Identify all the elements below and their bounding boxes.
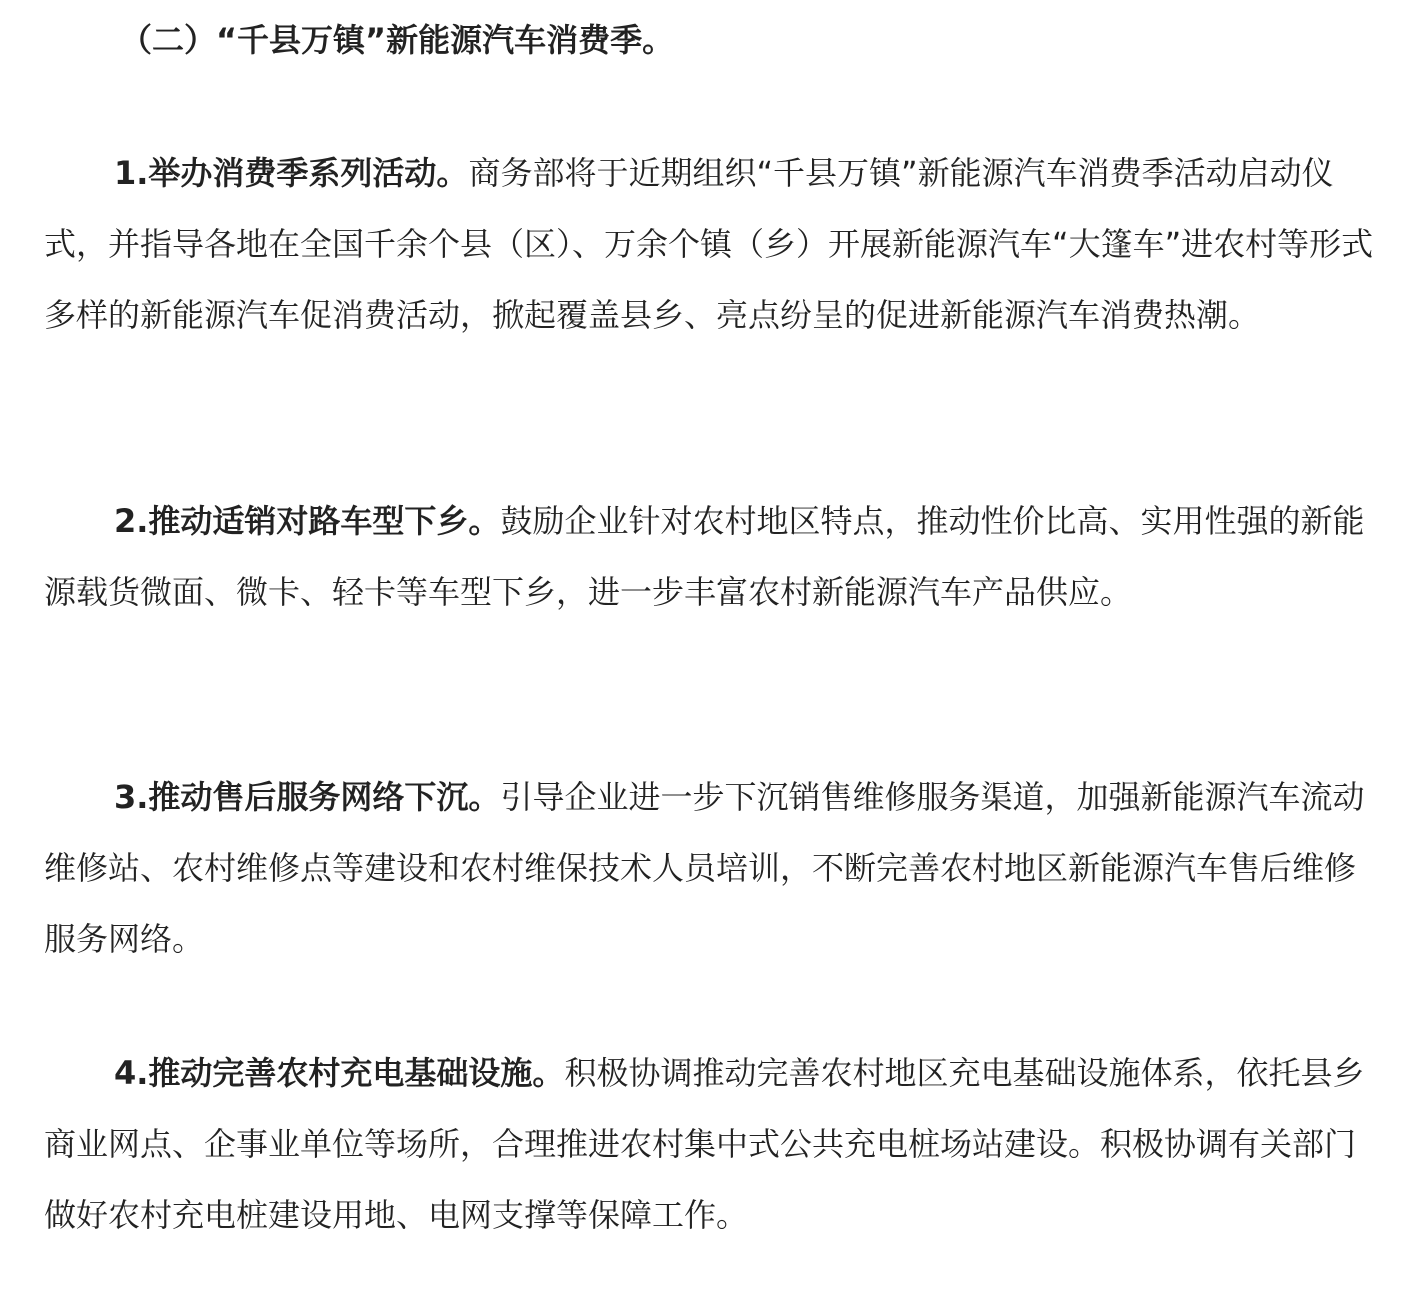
paragraph-lead: 4.推动完善农村充电基础设施。: [114, 1054, 565, 1092]
paragraph-body: 积极协调推动完善农村地区充电基础设施体系，依托县乡商业网点、企事业单位等场所，合理推进农村集中式公共充电桩场站建设。积极协调有关部门做好农村充电桩建设用地、电网支撑等保障工作。: [44, 1054, 1365, 1234]
section-heading: （二）“千县万镇”新能源汽车消费季。: [120, 21, 675, 59]
paragraph-lead: 3.推动售后服务网络下沉。: [114, 778, 501, 816]
paragraph-body: 引导企业进一步下沉销售维修服务渠道，加强新能源汽车流动维修站、农村维修点等建设和农村维保技术人员培训，不断完善农村地区新能源汽车售后维修服务网络。: [44, 778, 1365, 958]
paragraph-lead: 1.举办消费季系列活动。: [114, 154, 469, 192]
paragraph-after-sales-network: [44, 762, 1378, 975]
paragraph-consumption-season-activities: [44, 138, 1378, 351]
paragraph-lead: 2.推动适销对路车型下乡。: [114, 502, 501, 540]
paragraph-body: 鼓励企业针对农村地区特点，推动性价比高、实用性强的新能源载货微面、微卡、轻卡等车型下乡，进一步丰富农村新能源汽车产品供应。: [44, 502, 1365, 611]
paragraph-charging-infrastructure: [44, 1038, 1378, 1251]
paragraph-vehicle-models-to-countryside: [44, 486, 1378, 628]
paragraph-body: 商务部将于近期组织“千县万镇”新能源汽车消费季活动启动仪式，并指导各地在全国千余个县（区）、万余个镇（乡）开展新能源汽车“大篷车”进农村等形式多样的新能源汽车促消费活动，掀起覆盖县乡、亮点纷呈的促进新能源汽车消费热潮。: [44, 154, 1374, 334]
